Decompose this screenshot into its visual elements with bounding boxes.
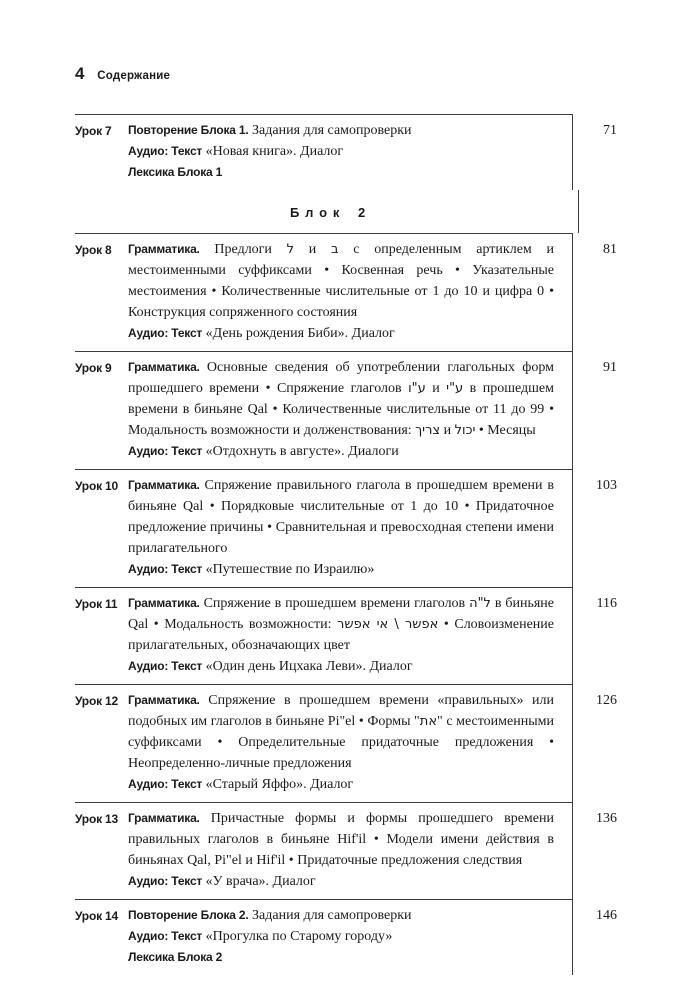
keyword-label: Аудио: Текст (128, 562, 203, 576)
lesson-label: Урок 13 (75, 812, 118, 826)
lesson-paragraph (128, 323, 554, 344)
hebrew-term: אפשר \ אי אפשר (337, 617, 439, 632)
body-text: Предлоги (199, 242, 287, 257)
page-number-header: 4 (75, 64, 85, 83)
body-text: «Прогулка по Старому городу» (202, 929, 393, 944)
toc-entry (75, 802, 623, 899)
lesson-paragraph (128, 774, 554, 795)
toc-entry (75, 899, 623, 975)
page-gutter (578, 190, 623, 233)
toc-entry (75, 684, 623, 802)
body-text: и (440, 423, 455, 438)
entry-content (75, 684, 572, 802)
lesson-body (128, 120, 554, 183)
block-heading: Блок 2 (289, 205, 372, 220)
page-number: 91 (572, 351, 623, 469)
toc-entry (75, 351, 623, 469)
keyword-label: Аудио: Текст (128, 326, 203, 340)
keyword-label: Грамматика. (128, 242, 200, 256)
keyword-label: Аудио: Текст (128, 874, 203, 888)
lesson-label: Урок 8 (75, 243, 112, 257)
toc-entry (75, 587, 623, 684)
entry-content (75, 351, 572, 469)
lesson-label: Урок 12 (75, 694, 118, 708)
keyword-label: Грамматика. (128, 478, 200, 492)
lesson-paragraph (128, 559, 554, 580)
entry-content (75, 114, 572, 190)
lesson-paragraph (128, 162, 554, 183)
hebrew-term: ל (286, 242, 295, 257)
keyword-label: Аудио: Текст (128, 144, 203, 158)
keyword-label: Грамматика. (128, 693, 200, 707)
body-text: Спряжение правильного глагола в прошедшем времени в биньяне Qal • Порядковые числительные от 1 до 10 • Придаточное предложение причины • Сравнительная и превосходная степени имени прилагательного (128, 478, 554, 556)
body-text: и (294, 242, 332, 257)
body-text: • Словоизменение прилагательных, обозначающих цвет (128, 617, 554, 653)
page-number: 126 (572, 684, 623, 802)
lesson-paragraph (128, 239, 554, 323)
lesson-paragraph (128, 120, 554, 141)
toc-entry (75, 469, 623, 587)
lesson-paragraph (128, 947, 554, 968)
body-text: «Новая книга». Диалог (202, 144, 344, 159)
lesson-paragraph (128, 357, 554, 441)
body-text: с определенным артиклем и местоименными суффиксами • Косвенная речь • Указательные местоимения • Количественные числительные от 1 до 10 и цифра 0 • Конструкция сопряженного состояния (128, 242, 554, 320)
body-text: • Месяцы (475, 423, 536, 438)
body-text: Спряжение в прошедшем времени глаголов (199, 596, 470, 611)
lesson-paragraph (128, 441, 554, 462)
block-heading-row (75, 190, 623, 233)
body-text: Задания для самопроверки (248, 908, 412, 923)
body-text: Основные сведения об употреблении глагольных форм прошедшего времени • Спряжение глаголов (128, 360, 554, 396)
keyword-label: Грамматика. (128, 596, 200, 610)
lesson-label: Урок 9 (75, 361, 112, 375)
lesson-paragraph (128, 475, 554, 559)
lesson-paragraph (128, 871, 554, 892)
hebrew-term: ע"ו (408, 381, 426, 396)
keyword-label: Лексика Блока 2 (128, 950, 223, 964)
page-title: Содержание (97, 70, 171, 82)
lesson-body (128, 357, 554, 462)
toc-entry (75, 114, 623, 190)
entry-content (75, 233, 572, 351)
lesson-paragraph (128, 808, 554, 871)
body-text: и (425, 381, 447, 396)
keyword-label: Повторение Блока 2. (128, 908, 249, 922)
keyword-label: Лексика Блока 1 (128, 165, 223, 179)
entry-content (75, 469, 572, 587)
lesson-label: Урок 11 (75, 597, 118, 611)
body-text: «День рождения Биби». Диалог (202, 326, 395, 341)
lesson-body (128, 593, 554, 677)
keyword-label: Повторение Блока 1. (128, 123, 249, 137)
page-header (75, 64, 623, 84)
body-text: Спряжение в прошедшем времени «правильных» или подобных им глаголов в биньяне Pi"el • Формы " (128, 693, 554, 729)
lesson-label: Урок 14 (75, 909, 118, 923)
page-number: 116 (572, 587, 623, 684)
lesson-paragraph (128, 656, 554, 677)
hebrew-term: ב (331, 242, 339, 257)
hebrew-term: ל"ה (469, 596, 491, 611)
lesson-paragraph (128, 690, 554, 774)
lesson-body (128, 808, 554, 892)
hebrew-term: את (419, 714, 438, 729)
lesson-paragraph (128, 905, 554, 926)
page-number: 146 (572, 899, 623, 975)
lesson-body (128, 905, 554, 968)
page-number: 103 (572, 469, 623, 587)
keyword-label: Грамматика. (128, 360, 200, 374)
body-text: Задания для самопроверки (248, 123, 412, 138)
body-text: «У врача». Диалог (202, 874, 316, 889)
keyword-label: Аудио: Текст (128, 444, 203, 458)
keyword-label: Грамматика. (128, 811, 200, 825)
lesson-body (128, 239, 554, 344)
body-text: Причастные формы и формы прошедшего времени правильных глаголов в биньяне Hif'il • Модели имени действия в биньянах Qal, Pi"el и Hif'il • Придаточные предложения следствия (128, 811, 554, 868)
keyword-label: Аудио: Текст (128, 777, 203, 791)
hebrew-term: ע"י (446, 381, 464, 396)
keyword-label: Аудио: Текст (128, 929, 203, 943)
page-number: 136 (572, 802, 623, 899)
body-text: «Старый Яффо». Диалог (202, 777, 354, 792)
body-text: в прошедшем времени в биньяне Qal • Количественные числительные от 11 до 99 • Модальность возможности и долженствования: (128, 381, 554, 438)
body-text: в биньяне Qal • Модальность возможности: (128, 596, 555, 632)
page-number: 81 (572, 233, 623, 351)
keyword-label: Аудио: Текст (128, 659, 203, 673)
lesson-label: Урок 7 (75, 124, 112, 138)
lesson-paragraph (128, 593, 554, 656)
lesson-label: Урок 10 (75, 479, 118, 493)
lesson-paragraph (128, 926, 554, 947)
body-text: «Путешествие по Израилю» (202, 562, 375, 577)
body-text: " с местоименными суффиксами • Определительные придаточные предложения • Неопределенно-личные предложения (128, 714, 554, 771)
lesson-paragraph (128, 141, 554, 162)
hebrew-term: צריך (415, 423, 441, 438)
entry-content (75, 587, 572, 684)
toc-entry (75, 233, 623, 351)
hebrew-term: יכול (454, 423, 476, 438)
entry-content (75, 802, 572, 899)
page-number: 71 (572, 114, 623, 190)
lesson-body (128, 690, 554, 795)
body-text: «Отдохнуть в августе». Диалоги (202, 444, 399, 459)
body-text: «Один день Ицхака Леви». Диалог (202, 659, 413, 674)
lesson-body (128, 475, 554, 580)
toc (75, 114, 623, 975)
entry-content (75, 899, 572, 975)
